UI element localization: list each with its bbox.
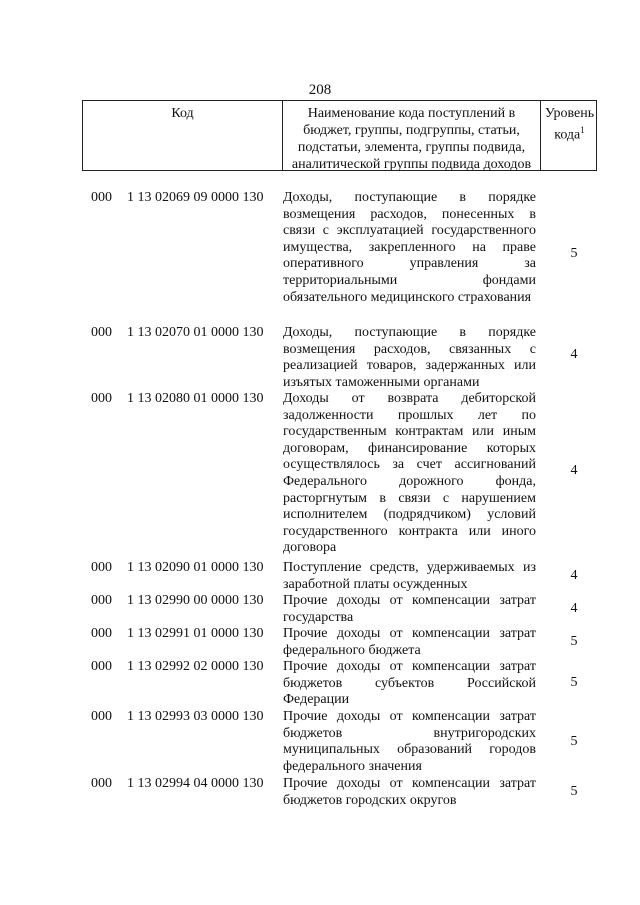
income-name: Доходы, поступающие в порядке возмещения расходов, связанных с реализацией товаров, задержанных или изъятых таможенными органами [283, 325, 536, 390]
header-bottom-rule [82, 170, 597, 171]
income-code: 1 13 02080 01 0000 130 [127, 391, 264, 406]
admin-code: 000 [91, 391, 112, 406]
income-name: Поступление средств, удерживаемых из заработной платы осужденных [283, 560, 536, 592]
table-row [0, 593, 640, 626]
header-name: Наименование кода поступлений в бюджет, группы, подгруппы, статьи, подстатьи, элемента, группы подвида, аналитической группы подвида доходов [283, 101, 541, 171]
admin-code: 000 [91, 776, 112, 791]
table-row [0, 391, 640, 560]
level: 5 [570, 784, 578, 799]
table-row [0, 190, 640, 325]
income-name: Прочие доходы от компенсации затрат государства [283, 593, 536, 625]
income-code: 1 13 02991 01 0000 130 [127, 626, 264, 641]
income-name: Доходы, поступающие в порядке возмещения расходов, понесенных в связи с эксплуатацией государственного имущества, закрепленного на праве оперативного управления за территориальными фондами обязательного медицинского страхования [283, 190, 536, 305]
income-code: 1 13 02993 03 0000 130 [127, 709, 264, 724]
income-code: 1 13 02994 04 0000 130 [127, 776, 264, 791]
table-row [0, 560, 640, 593]
table-header [82, 100, 597, 170]
income-name: Прочие доходы от компенсации затрат федерального бюджета [283, 626, 536, 658]
level: 5 [570, 246, 578, 261]
level: 5 [570, 634, 578, 649]
income-name: Прочие доходы от компенсации затрат бюджетов субъектов Российской Федерации [283, 659, 536, 708]
header-code: Код [83, 101, 283, 171]
table-row [0, 626, 640, 659]
admin-code: 000 [91, 190, 112, 205]
income-code-table [0, 190, 640, 812]
income-code: 1 13 02069 09 0000 130 [127, 190, 264, 205]
page-number: 208 [308, 82, 332, 98]
admin-code: 000 [91, 593, 112, 608]
footnote-mark: 1 [580, 125, 585, 135]
header-level [541, 101, 598, 171]
income-code: 1 13 02070 01 0000 130 [127, 325, 264, 340]
income-name: Прочие доходы от компенсации затрат бюджетов городских округов [283, 776, 536, 808]
table-row [0, 325, 640, 391]
level: 4 [570, 568, 578, 583]
level: 4 [570, 463, 578, 478]
level: 4 [570, 601, 578, 616]
table-row [0, 659, 640, 709]
admin-code: 000 [91, 626, 112, 641]
level: 4 [570, 347, 578, 362]
level: 5 [570, 734, 578, 749]
table-row [0, 709, 640, 776]
level: 5 [570, 675, 578, 690]
income-name: Прочие доходы от компенсации затрат бюджетов внутригородских муниципальных образований городов федерального значения [283, 709, 536, 774]
income-code: 1 13 02992 02 0000 130 [127, 659, 264, 674]
admin-code: 000 [91, 560, 112, 575]
income-code: 1 13 02090 01 0000 130 [127, 560, 264, 575]
admin-code: 000 [91, 325, 112, 340]
admin-code: 000 [91, 659, 112, 674]
table-row [0, 776, 640, 812]
header-level-label: Уровень кода [544, 106, 595, 143]
admin-code: 000 [91, 709, 112, 724]
income-name: Доходы от возврата дебиторской задолженности прошлых лет по государственным контрактам или иным договорам, финансирование которых осуществлялось за счет ассигнований Федерального дорожного фонда, расторгнутым в связи с нарушением исполнителем (подрядчиком) условий государственного контракта или иного договора [283, 391, 536, 556]
income-code: 1 13 02990 00 0000 130 [127, 593, 264, 608]
